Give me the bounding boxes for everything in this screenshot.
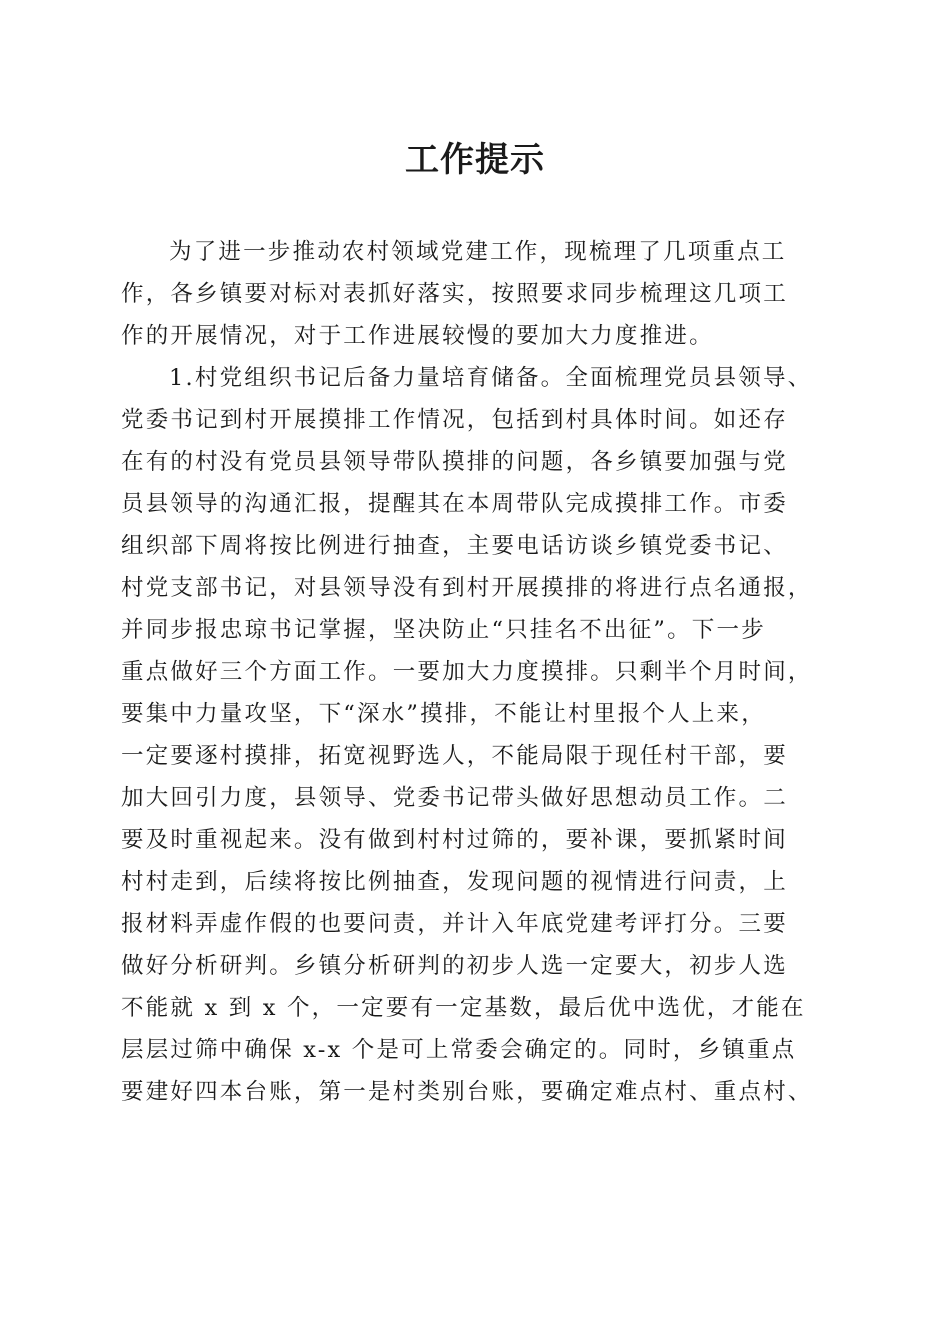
paragraph-2-line-10: 一定要逐村摸排，拓宽视野选人，不能局限于现任村干部，要 — [121, 743, 788, 769]
paragraph-2-line-5: 组织部下周将按比例进行抽查，主要电话访谈乡镇党委书记、 — [121, 533, 788, 559]
paragraph-2-line-14: 报材料弄虚作假的也要问责，并计入年底党建考评打分。三要 — [121, 911, 788, 937]
paragraph-2-line-1: 1.村党组织书记后备力量培育储备。全面梳理党员县领导、 — [169, 365, 813, 391]
paragraph-2-line-18: 要建好四本台账，第一是村类别台账，要确定难点村、重点村、 — [121, 1079, 813, 1105]
paragraph-2-line-16: 不能就 x 到 x 个，一定要有一定基数，最后优中选优，才能在 — [121, 995, 806, 1021]
paragraph-2-line-2: 党委书记到村开展摸排工作情况，包括到村具体时间。如还存 — [121, 407, 788, 433]
document-title: 工作提示 — [405, 140, 545, 180]
paragraph-2-line-17: 层层过筛中确保 x-x 个是可上常委会确定的。同时，乡镇重点 — [121, 1037, 797, 1063]
paragraph-1-line-1: 为了进一步推动农村领域党建工作，现梳理了几项重点工 — [169, 239, 787, 265]
paragraph-2-line-11: 加大回引力度，县领导、党委书记带头做好思想动员工作。二 — [121, 785, 788, 811]
paragraph-2-line-8: 重点做好三个方面工作。一要加大力度摸排。只剩半个月时间， — [121, 659, 813, 685]
paragraph-2-line-6: 村党支部书记，对县领导没有到村开展摸排的将进行点名通报， — [121, 575, 813, 601]
paragraph-1-line-2: 作，各乡镇要对标对表抓好落实，按照要求同步梳理这几项工 — [121, 281, 788, 307]
paragraph-1-line-3: 作的开展情况，对于工作进展较慢的要加大力度推进。 — [121, 323, 714, 349]
paragraph-2-line-13: 村村走到，后续将按比例抽查，发现问题的视情进行问责，上 — [121, 869, 788, 895]
paragraph-2-line-3: 在有的村没有党员县领导带队摸排的问题，各乡镇要加强与党 — [121, 449, 788, 475]
paragraph-2-line-7: 并同步报忠琼书记掌握，坚决防止“只挂名不出征”。下一步 — [121, 617, 766, 643]
paragraph-2-line-12: 要及时重视起来。没有做到村村过筛的，要补课，要抓紧时间 — [121, 827, 788, 853]
paragraph-2-line-9: 要集中力量攻坚，下“深水”摸排，不能让村里报个人上来， — [121, 701, 766, 727]
paragraph-2-line-15: 做好分析研判。乡镇分析研判的初步人选一定要大，初步人选 — [121, 953, 788, 979]
paragraph-2-line-4: 员县领导的沟通汇报，提醒其在本周带队完成摸排工作。市委 — [121, 491, 788, 517]
